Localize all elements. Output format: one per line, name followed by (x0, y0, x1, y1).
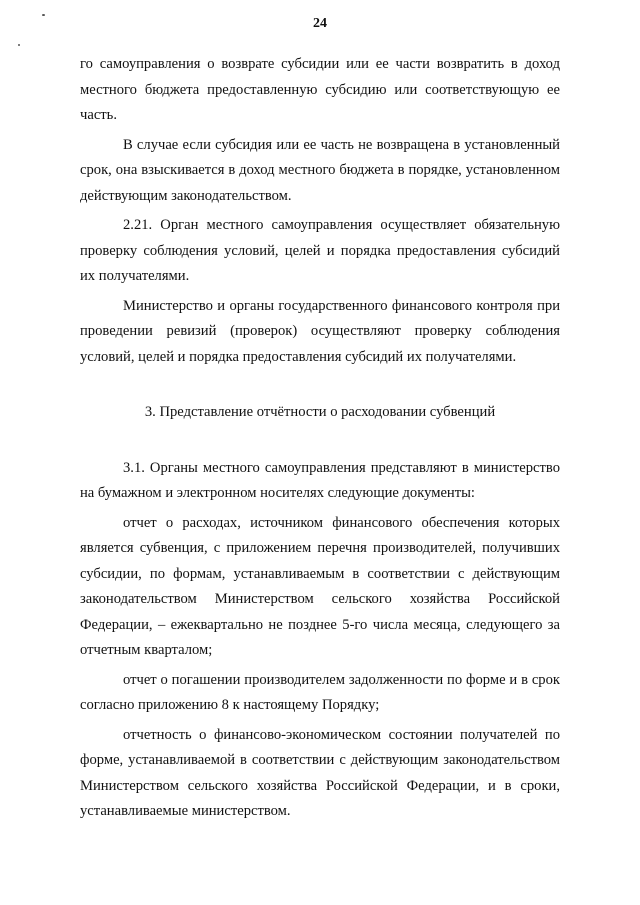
page-number: 24 (313, 16, 327, 31)
paragraph-continuation: го самоуправления о возврате субсидии или ее части возвратить в доход местного бюджета предоставленную субсидию или соответствующую ее часть. (80, 56, 560, 123)
list-item-debt-report: отчет о погашении производителем задолженности по форме и в срок согласно приложению 8 к настоящему Порядку; (80, 671, 560, 713)
paragraph-3-1: 3.1. Органы местного самоуправления представляют в министерство на бумажном и электронном носителях следующие документы: (80, 459, 560, 501)
list-item-expense-report: отчет о расходах, источником финансового обеспечения которых является субвенция, с приложением перечня производителей, получивших субсидии, по формам, устанавливаемым в соответствии с действующим законодательством Министерством сельского хозяйства Российской Федерации, – ежеквартально не позднее 5-го числа месяца, следующего за отчетным кварталом; (80, 514, 560, 658)
paragraph-2-21: 2.21. Орган местного самоуправления осуществляет обязательную проверку соблюдения условий, целей и порядка предоставления субсидий их получателями. (80, 217, 560, 284)
paragraph-subsidy-recovery: В случае если субсидия или ее часть не возвращена в установленный срок, она взыскивается в доход местного бюджета в порядке, установленном действующим законодательством. (80, 136, 560, 204)
scan-speck (18, 44, 20, 46)
paragraph-ministry-control: Министерство и органы государственного финансового контроля при проведении ревизий (проверок) осуществляют проверку соблюдения условий, целей и порядка предоставления субсидий их получателями. (80, 297, 560, 365)
list-item-financial-report: отчетность о финансово-экономическом состоянии получателей по форме, устанавливаемой в соответствии с действующим законодательством Министерством сельского хозяйства Российской Федерации, и в сроки, устанавливаемые министерством. (80, 726, 560, 819)
section-heading: 3. Представление отчётности о расходовании субвенций (144, 404, 496, 420)
document-body (80, 52, 560, 825)
